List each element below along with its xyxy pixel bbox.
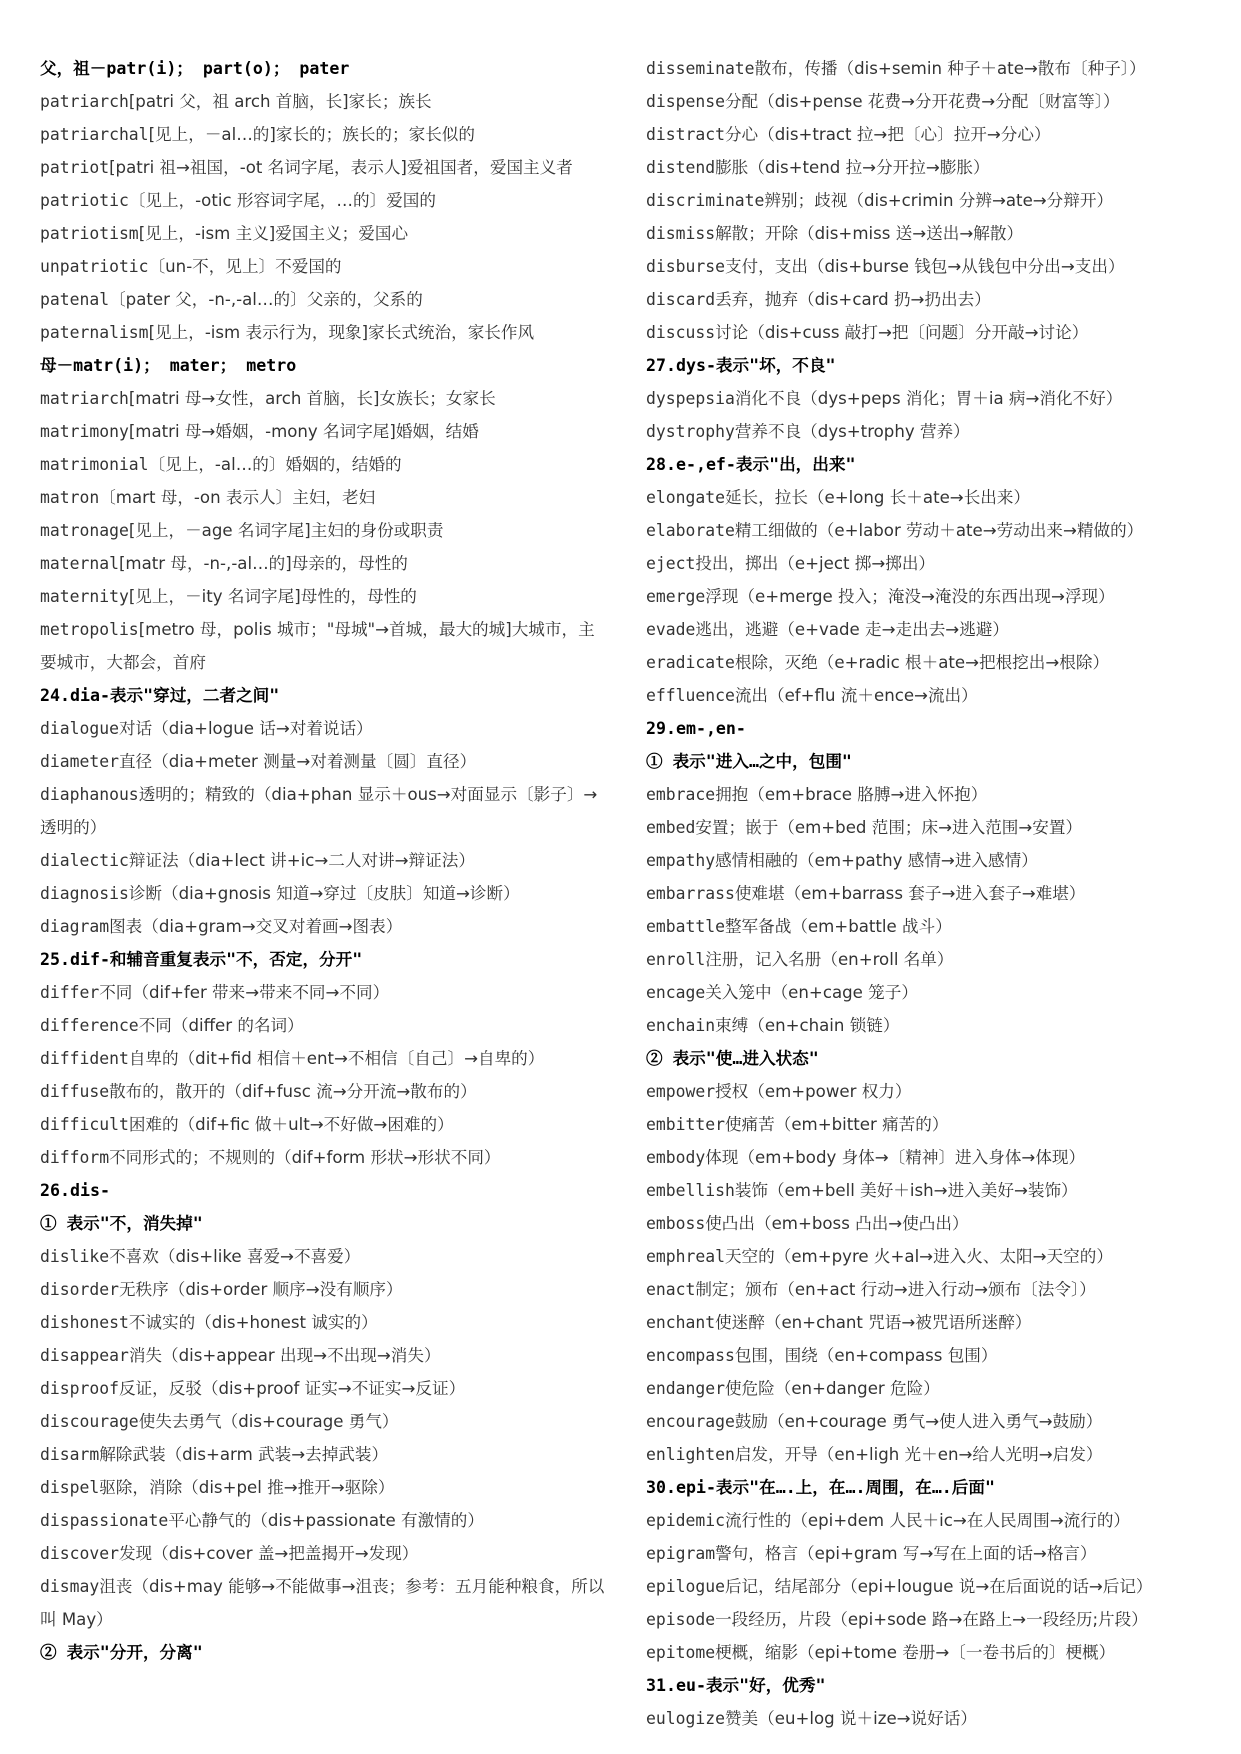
- vocab-definition: 流行性的（epi+dem 人民＋ic→在人民周围→流行的）: [724, 1511, 1131, 1530]
- vocab-definition: 反证，反驳（dis+proof 证实→不证实→反证）: [118, 1379, 466, 1398]
- vocab-word: eulogize: [646, 1709, 725, 1728]
- vocab-definition: 感情相融的（em+pathy 感情→进入感情）: [715, 851, 1038, 870]
- vocab-definition: 启发，开导（en+ligh 光＋en→给人光明→启发）: [734, 1445, 1103, 1464]
- vocab-entry: [40, 877, 610, 910]
- vocab-definition: 丢弃，抛弃（dis+card 扔→扔出去）: [715, 290, 991, 309]
- vocab-entry: [646, 613, 1216, 646]
- vocab-word: patriarch: [40, 92, 129, 111]
- vocab-word: maternal: [40, 554, 119, 573]
- vocab-word: dialogue: [40, 719, 119, 738]
- vocab-definition: [见上，－age 名词字尾]主妇的身份或职责: [128, 521, 444, 540]
- vocab-definition: [matri 母→婚姻，-mony 名词字尾]婚姻，结婚: [128, 422, 479, 441]
- vocab-entry: [40, 844, 610, 877]
- vocab-entry: [40, 712, 610, 745]
- vocab-entry: [646, 1504, 1216, 1537]
- vocab-definition: 关入笼中（en+cage 笼子）: [705, 983, 918, 1002]
- vocab-definition: 精工细做的（e+labor 劳动＋ate→劳动出来→精做的）: [734, 521, 1144, 540]
- vocab-word: patriotic: [40, 191, 129, 210]
- vocab-definition: 辨别；歧视（dis+crimin 分辨→ate→分辩开）: [764, 191, 1114, 210]
- vocab-word: matrimony: [40, 422, 129, 441]
- vocab-definition: 体现（em+body 身体→〔精神〕进入身体→体现）: [705, 1148, 1086, 1167]
- vocab-word: difficult: [40, 1115, 129, 1134]
- vocab-word: encompass: [646, 1346, 735, 1365]
- vocab-word: differ: [40, 983, 100, 1002]
- vocab-entry: [646, 1636, 1216, 1669]
- vocab-entry: [646, 1438, 1216, 1471]
- vocab-definition: 包围，围绕（en+compass 包围）: [734, 1346, 998, 1365]
- vocab-definition: 自卑的（dit+fid 相信＋ent→不相信〔自己〕→自卑的）: [128, 1049, 545, 1068]
- vocab-word: embed: [646, 818, 696, 837]
- vocab-word: enchain: [646, 1016, 716, 1035]
- vocab-definition: 膨胀（dis+tend 拉→分开拉→膨胀）: [715, 158, 990, 177]
- vocab-entry: [646, 415, 1216, 448]
- vocab-entry: [40, 316, 610, 349]
- vocab-word: discard: [646, 290, 716, 309]
- vocab-definition: 消化不良（dys+peps 消化；胃＋ia 病→消化不好）: [734, 389, 1123, 408]
- vocab-entry: [646, 1108, 1216, 1141]
- vocab-word: epidemic: [646, 1511, 725, 1530]
- vocab-word: emboss: [646, 1214, 706, 1233]
- vocab-word: discourage: [40, 1412, 139, 1431]
- vocab-word: paternalism: [40, 323, 149, 342]
- vocab-word: embellish: [646, 1181, 735, 1200]
- vocab-entry: [646, 1141, 1216, 1174]
- vocab-word: elaborate: [646, 521, 735, 540]
- vocab-word: emerge: [646, 587, 706, 606]
- vocab-word: patriot: [40, 158, 110, 177]
- vocab-word: patriarchal: [40, 125, 149, 144]
- vocab-word: difference: [40, 1016, 139, 1035]
- vocab-word: dyspepsia: [646, 389, 735, 408]
- vocab-definition: 使迷醉（en+chant 咒语→被咒语所迷醉）: [715, 1313, 1032, 1332]
- vocab-definition: 营养不良（dys+trophy 营养）: [734, 422, 970, 441]
- section-heading: ① 表示"进入…之中，包围": [646, 752, 852, 771]
- vocab-definition: 使凸出（em+boss 凸出→使凸出）: [705, 1214, 969, 1233]
- vocab-word: enchant: [646, 1313, 716, 1332]
- vocab-word: embitter: [646, 1115, 725, 1134]
- vocab-entry: [40, 778, 610, 844]
- vocab-definition: 天空的（em+pyre 火+al→进入火、太阳→天空的）: [724, 1247, 1113, 1266]
- vocab-word: matriarch: [40, 389, 129, 408]
- vocab-word: emphreal: [646, 1247, 725, 1266]
- vocab-definition: 讨论（dis+cuss 敲打→把〔问题〕分开敲→讨论）: [715, 323, 1089, 342]
- vocab-word: embattle: [646, 917, 725, 936]
- vocab-definition: [patri 祖→祖国，-ot 名词字尾，表示人]爱祖国者，爱国主义者: [109, 158, 573, 177]
- vocab-word: dispassionate: [40, 1511, 169, 1530]
- vocab-definition: [见上，-ism 表示行为，现象]家长式统治，家长作风: [148, 323, 535, 342]
- vocab-word: discriminate: [646, 191, 765, 210]
- vocab-definition: 延长，拉长（e+long 长＋ate→长出来）: [724, 488, 1031, 507]
- vocab-definition: 整军备战（em+battle 战斗）: [724, 917, 952, 936]
- vocab-entry: [646, 1372, 1216, 1405]
- vocab-entry: [40, 745, 610, 778]
- vocab-word: elongate: [646, 488, 725, 507]
- vocab-word: dialectic: [40, 851, 129, 870]
- vocab-definition: 〔mart 母，-on 表示人〕主妇，老妇: [99, 488, 376, 507]
- vocab-entry: [646, 382, 1216, 415]
- section-heading: 29.em-,en-: [646, 719, 746, 738]
- vocab-entry: [40, 580, 610, 613]
- vocab-entry: [40, 1108, 610, 1141]
- vocab-word: patriotism: [40, 224, 139, 243]
- vocab-entry: [646, 1240, 1216, 1273]
- section-heading: 27.dys-表示"坏，不良": [646, 356, 836, 375]
- vocab-word: unpatriotic: [40, 257, 149, 276]
- vocab-definition: 辩证法（dia+lect 讲+ic→二人对讲→辩证法）: [128, 851, 475, 870]
- vocab-definition: 后记，结尾部分（epi+lougue 说→在后面说的话→后记）: [724, 1577, 1153, 1596]
- vocab-definition: [见上，-ism 主义]爱国主义；爱国心: [138, 224, 409, 243]
- vocab-entry: [646, 1009, 1216, 1042]
- vocab-entry: [646, 85, 1216, 118]
- vocab-word: embarrass: [646, 884, 735, 903]
- vocab-definition: 〔见上，-al…的〕婚姻的，结婚的: [148, 455, 402, 474]
- vocab-definition: [见上，－al…的]家长的；族长的；家长似的: [148, 125, 475, 144]
- vocab-definition: 散布，传播（dis+semin 种子＋ate→散布〔种子〕）: [754, 59, 1146, 78]
- vocab-definition: 装饰（em+bell 美好＋ish→进入美好→装饰）: [734, 1181, 1078, 1200]
- vocab-entry: [40, 910, 610, 943]
- vocab-entry: [646, 1174, 1216, 1207]
- vocab-word: enlighten: [646, 1445, 735, 1464]
- vocab-entry: [40, 151, 610, 184]
- vocab-definition: 不诚实的（dis+honest 诚实的）: [128, 1313, 378, 1332]
- vocab-entry: [646, 547, 1216, 580]
- section-heading: ① 表示"不，消失掉": [40, 1214, 203, 1233]
- vocab-entry: [646, 811, 1216, 844]
- vocab-word: discuss: [646, 323, 716, 342]
- vocab-entry: [646, 52, 1216, 85]
- vocab-entry: [40, 1537, 610, 1570]
- vocab-entry: [646, 1702, 1216, 1735]
- vocab-definition: 对话（dia+logue 话→对着说话）: [118, 719, 373, 738]
- vocab-entry: [40, 1306, 610, 1339]
- vocab-entry: [40, 1504, 610, 1537]
- vocab-word: diffuse: [40, 1082, 110, 1101]
- vocab-word: encage: [646, 983, 706, 1002]
- vocab-definition: 支付，支出（dis+burse 钱包→从钱包中分出→支出）: [724, 257, 1125, 276]
- vocab-word: metropolis: [40, 620, 139, 639]
- vocab-definition: 诊断（dia+gnosis 知道→穿过〔皮肤〕知道→诊断）: [128, 884, 520, 903]
- vocab-definition: 拥抱（em+brace 胳膊→进入怀抱）: [715, 785, 988, 804]
- vocab-definition: 〔un-不，见上〕不爱国的: [148, 257, 342, 276]
- right-column: [646, 52, 1216, 1735]
- vocab-entry: [40, 184, 610, 217]
- vocab-definition: 逃出，逃避（e+vade 走→走出去→逃避）: [695, 620, 1009, 639]
- vocab-definition: 发现（dis+cover 盖→把盖揭开→发现）: [118, 1544, 419, 1563]
- vocab-word: eradicate: [646, 653, 735, 672]
- vocab-entry: [646, 316, 1216, 349]
- vocab-definition: 分心（dis+tract 拉→把〔心〕拉开→分心）: [724, 125, 1051, 144]
- vocab-entry: [646, 1339, 1216, 1372]
- vocab-definition: 使痛苦（em+bitter 痛苦的）: [724, 1115, 949, 1134]
- vocab-definition: 浮现（e+merge 投入；淹没→淹没的东西出现→浮现）: [705, 587, 1115, 606]
- vocab-entry: [40, 448, 610, 481]
- vocab-word: eject: [646, 554, 696, 573]
- vocab-definition: 驱除，消除（dis+pel 推→推开→驱除）: [99, 1478, 395, 1497]
- vocab-entry: [646, 943, 1216, 976]
- vocab-entry: [646, 250, 1216, 283]
- vocab-entry: [646, 514, 1216, 547]
- vocab-word: disproof: [40, 1379, 119, 1398]
- vocab-word: matron: [40, 488, 100, 507]
- vocab-entry: [40, 1009, 610, 1042]
- vocab-definition: 无秩序（dis+order 顺序→没有顺序）: [118, 1280, 403, 1299]
- vocab-word: embrace: [646, 785, 716, 804]
- vocab-word: diagram: [40, 917, 110, 936]
- vocab-entry: [40, 1075, 610, 1108]
- vocab-definition: 不喜欢（dis+like 喜爱→不喜爱）: [109, 1247, 361, 1266]
- vocab-entry: [40, 1405, 610, 1438]
- vocab-entry: [646, 151, 1216, 184]
- vocab-definition: 使失去勇气（dis+courage 勇气）: [138, 1412, 399, 1431]
- vocab-definition: 制定；颁布（en+act 行动→进入行动→颁布〔法令〕）: [695, 1280, 1096, 1299]
- vocab-entry: [646, 1273, 1216, 1306]
- vocab-definition: 警句，格言（epi+gram 写→写在上面的话→格言）: [715, 1544, 1097, 1563]
- vocab-word: disseminate: [646, 59, 755, 78]
- section-heading: 母－matr(i)； mater； metro: [40, 356, 297, 375]
- vocab-definition: [matri 母→女性，arch 首脑，长]女族长；女家长: [128, 389, 496, 408]
- vocab-entry: [40, 1339, 610, 1372]
- vocab-word: evade: [646, 620, 696, 639]
- vocab-definition: 解除武装（dis+arm 武装→去掉武装）: [99, 1445, 389, 1464]
- vocab-entry: [646, 976, 1216, 1009]
- vocab-word: disappear: [40, 1346, 129, 1365]
- vocab-word: empower: [646, 1082, 716, 1101]
- vocab-definition: 一段经历，片段（epi+sode 路→在路上→一段经历;片段）: [715, 1610, 1148, 1629]
- vocab-word: maternity: [40, 587, 129, 606]
- vocab-definition: 不同（dif+fer 带来→带来不同→不同）: [99, 983, 390, 1002]
- vocab-entry: [40, 1438, 610, 1471]
- vocab-entry: [40, 547, 610, 580]
- vocab-definition: [matr 母，-n-,-al…的]母亲的，母性的: [118, 554, 408, 573]
- vocab-entry: [40, 1240, 610, 1273]
- vocab-word: dishonest: [40, 1313, 129, 1332]
- vocab-definition: 消失（dis+appear 出现→不出现→消失）: [128, 1346, 441, 1365]
- vocab-word: dispel: [40, 1478, 100, 1497]
- vocab-entry: [40, 415, 610, 448]
- vocab-entry: [40, 250, 610, 283]
- vocab-entry: [40, 481, 610, 514]
- vocab-word: matrimonial: [40, 455, 149, 474]
- vocab-word: diaphanous: [40, 785, 139, 804]
- vocab-word: diameter: [40, 752, 119, 771]
- vocab-word: disarm: [40, 1445, 100, 1464]
- vocab-entry: [646, 1603, 1216, 1636]
- vocab-entry: [646, 283, 1216, 316]
- vocab-definition: [metro 母，polis 城市；"母城"→首城，最大的城]大城市，主要城市，大都会，首府: [40, 620, 595, 672]
- vocab-definition: 束缚（en+chain 锁链）: [715, 1016, 900, 1035]
- vocab-definition: 使难堪（em+barrass 套子→进入套子→难堪）: [734, 884, 1086, 903]
- vocab-word: epitome: [646, 1643, 716, 1662]
- vocab-definition: 〔见上，-otic 形容词字尾，…的〕爱国的: [128, 191, 436, 210]
- vocab-entry: [646, 481, 1216, 514]
- section-heading: 25.dif-和辅音重复表示"不，否定，分开": [40, 950, 363, 969]
- left-column: [40, 52, 610, 1669]
- vocab-word: distract: [646, 125, 725, 144]
- vocab-word: enact: [646, 1280, 696, 1299]
- vocab-entry: [40, 283, 610, 316]
- vocab-entry: [646, 1075, 1216, 1108]
- vocab-word: matronage: [40, 521, 129, 540]
- vocab-definition: 根除，灭绝（e+radic 根＋ate→把根挖出→根除）: [734, 653, 1110, 672]
- vocab-word: epilogue: [646, 1577, 725, 1596]
- vocab-entry: [40, 1570, 610, 1636]
- vocab-word: dismiss: [646, 224, 716, 243]
- vocab-definition: 授权（em+power 权力）: [715, 1082, 912, 1101]
- vocab-word: distend: [646, 158, 716, 177]
- vocab-word: endanger: [646, 1379, 725, 1398]
- vocab-entry: [646, 1537, 1216, 1570]
- vocab-definition: 沮丧（dis+may 能够→不能做事→沮丧；参考：五月能种粮食，所以叫 May）: [40, 1577, 605, 1629]
- vocab-word: effluence: [646, 686, 735, 705]
- vocab-definition: 不同（differ 的名词）: [138, 1016, 304, 1035]
- vocab-definition: 安置；嵌于（em+bed 范围；床→进入范围→安置）: [695, 818, 1083, 837]
- vocab-entry: [40, 1141, 610, 1174]
- vocab-definition: 投出，掷出（e+ject 掷→掷出）: [695, 554, 936, 573]
- vocab-definition: 困难的（dif+fic 做＋ult→不好做→困难的）: [128, 1115, 454, 1134]
- section-heading: 30.epi-表示"在….上，在….周围，在….后面": [646, 1478, 995, 1497]
- vocab-definition: 梗概，缩影（epi+tome 卷册→〔一卷书后的〕梗概）: [715, 1643, 1116, 1662]
- vocab-entry: [646, 844, 1216, 877]
- vocab-entry: [40, 1042, 610, 1075]
- vocab-word: dystrophy: [646, 422, 735, 441]
- vocab-word: disorder: [40, 1280, 119, 1299]
- vocab-word: diffident: [40, 1049, 129, 1068]
- vocab-entry: [40, 976, 610, 1009]
- vocab-entry: [646, 1570, 1216, 1603]
- vocab-entry: [40, 514, 610, 547]
- section-heading: 父，祖－patr(i)； part(o)； pater: [40, 59, 350, 78]
- section-heading: 24.dia-表示"穿过，二者之间": [40, 686, 280, 705]
- vocab-word: dismay: [40, 1577, 100, 1596]
- vocab-entry: [40, 613, 610, 679]
- vocab-word: episode: [646, 1610, 716, 1629]
- vocab-word: disburse: [646, 257, 725, 276]
- vocab-entry: [40, 1372, 610, 1405]
- vocab-definition: [patri 父，祖 arch 首脑，长]家长；族长: [128, 92, 432, 111]
- vocab-definition: 不同形式的；不规则的（dif+form 形状→形状不同）: [109, 1148, 501, 1167]
- section-heading: 26.dis-: [40, 1181, 110, 1200]
- section-heading: ② 表示"使…进入状态": [646, 1049, 819, 1068]
- vocab-word: dispense: [646, 92, 725, 111]
- section-heading: 31.eu-表示"好，优秀": [646, 1676, 826, 1695]
- vocab-entry: [646, 1207, 1216, 1240]
- vocab-definition: 赞美（eu+log 说＋ize→说好话）: [724, 1709, 977, 1728]
- vocab-entry: [646, 646, 1216, 679]
- vocab-entry: [40, 118, 610, 151]
- vocab-entry: [40, 1273, 610, 1306]
- vocab-entry: [646, 877, 1216, 910]
- vocab-entry: [40, 382, 610, 415]
- vocab-definition: 分配（dis+pense 花费→分开花费→分配〔财富等〕）: [724, 92, 1120, 111]
- vocab-entry: [646, 184, 1216, 217]
- vocab-word: epigram: [646, 1544, 716, 1563]
- vocab-definition: 解散；开除（dis+miss 送→送出→解散）: [715, 224, 1024, 243]
- vocab-word: discover: [40, 1544, 119, 1563]
- vocab-definition: 平心静气的（dis+passionate 有激情的）: [168, 1511, 484, 1530]
- vocab-word: difform: [40, 1148, 110, 1167]
- section-heading: 28.e-,ef-表示"出，出来": [646, 455, 856, 474]
- vocab-definition: [见上，－ity 名词字尾]母性的，母性的: [128, 587, 417, 606]
- vocab-definition: 使危险（en+danger 危险）: [724, 1379, 940, 1398]
- vocab-entry: [646, 679, 1216, 712]
- vocab-entry: [646, 1306, 1216, 1339]
- vocab-word: dislike: [40, 1247, 110, 1266]
- vocab-entry: [646, 217, 1216, 250]
- vocab-definition: 注册，记入名册（en+roll 名单）: [705, 950, 954, 969]
- vocab-definition: 图表（dia+gram→交叉对着画→图表）: [109, 917, 403, 936]
- vocab-entry: [646, 778, 1216, 811]
- vocab-definition: 透明的；精致的（dia+phan 显示＋ous→对面显示〔影子〕→透明的）: [40, 785, 598, 837]
- section-heading: ② 表示"分开，分离": [40, 1643, 203, 1662]
- vocab-definition: 散布的，散开的（dif+fusc 流→分开流→散布的）: [109, 1082, 477, 1101]
- vocab-entry: [40, 217, 610, 250]
- vocab-word: embody: [646, 1148, 706, 1167]
- vocab-entry: [40, 1471, 610, 1504]
- vocab-entry: [40, 85, 610, 118]
- vocab-entry: [646, 910, 1216, 943]
- vocab-word: patenal: [40, 290, 110, 309]
- vocab-word: diagnosis: [40, 884, 129, 903]
- vocab-definition: 〔pater 父，-n-,-al…的〕父亲的，父系的: [109, 290, 423, 309]
- vocab-definition: 鼓励（en+courage 勇气→使人进入勇气→鼓励）: [734, 1412, 1103, 1431]
- vocab-definition: 直径（dia+meter 测量→对着测量〔圆〕直径）: [118, 752, 477, 771]
- vocab-word: empathy: [646, 851, 716, 870]
- vocab-word: enroll: [646, 950, 706, 969]
- vocab-entry: [646, 580, 1216, 613]
- vocab-entry: [646, 1405, 1216, 1438]
- vocab-definition: 流出（ef+flu 流＋ence→流出）: [734, 686, 978, 705]
- vocab-word: encourage: [646, 1412, 735, 1431]
- vocab-entry: [646, 118, 1216, 151]
